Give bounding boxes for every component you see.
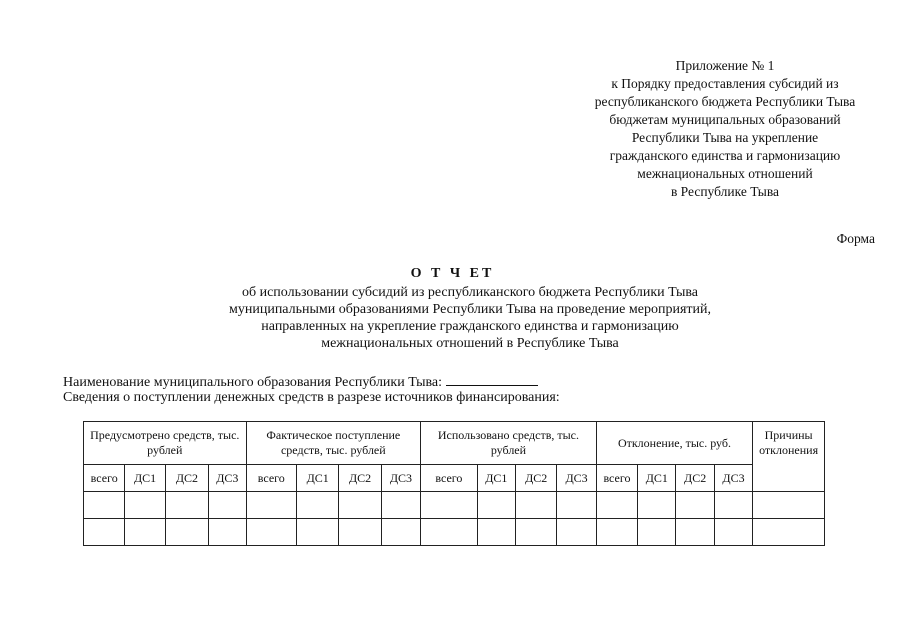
sub-header-ds3: ДС3 — [209, 465, 246, 492]
appendix-line: в Республике Тыва — [670, 184, 780, 199]
table-cell[interactable] — [339, 519, 381, 546]
table-cell[interactable] — [596, 519, 637, 546]
table-sub-header-row — [84, 465, 825, 492]
municipality-blank-line[interactable] — [446, 373, 538, 386]
table-row — [84, 519, 825, 546]
table-cell[interactable] — [165, 492, 208, 519]
table-cell[interactable] — [125, 519, 165, 546]
funds-info-label: Сведения о поступлении денежных средств в разрезе источников финансирования: — [63, 390, 560, 405]
subtitle-line: об использовании субсидий из республиканского бюджета Республики Тыва — [241, 285, 699, 300]
table-row — [84, 492, 825, 519]
report-title: О Т Ч ЕТ — [410, 266, 495, 281]
table-cell[interactable] — [246, 492, 296, 519]
table-cell[interactable] — [209, 492, 246, 519]
table-cell[interactable] — [477, 492, 515, 519]
appendix-line: гражданского единства и гармонизацию — [609, 148, 841, 163]
table-cell[interactable] — [557, 519, 596, 546]
table-cell[interactable] — [714, 492, 752, 519]
appendix-block — [565, 57, 885, 201]
table-cell[interactable] — [638, 519, 676, 546]
table-cell[interactable] — [125, 492, 165, 519]
sub-header-total: всего — [246, 465, 296, 492]
sub-header-ds1: ДС1 — [297, 465, 339, 492]
sub-header-total: всего — [596, 465, 637, 492]
header-actual-receipt: Фактическое поступление средств, тыс. рублей — [246, 422, 421, 465]
table-cell[interactable] — [516, 519, 557, 546]
table-cell[interactable] — [297, 519, 339, 546]
subtitle-line: направленных на укрепление гражданского единства и гармонизацию — [261, 319, 679, 334]
appendix-line: бюджетам муниципальных образований — [609, 112, 841, 127]
table-cell[interactable] — [84, 492, 125, 519]
table-cell[interactable] — [477, 519, 515, 546]
form-label: Форма — [836, 231, 875, 246]
sub-header-ds2: ДС2 — [676, 465, 714, 492]
sub-header-ds2: ДС2 — [165, 465, 208, 492]
header-used: Использовано средств, тыс. рублей — [421, 422, 597, 465]
subtitle-line: межнациональных отношений в Республике Тыва — [321, 336, 619, 351]
appendix-line: Республики Тыва на укрепление — [631, 130, 819, 145]
table-cell[interactable] — [714, 519, 752, 546]
table-cell[interactable] — [638, 492, 676, 519]
table-cell[interactable] — [421, 492, 478, 519]
table-cell[interactable] — [676, 492, 714, 519]
header-planned: Предусмотрено средств, тыс. рублей — [84, 422, 247, 465]
table-cell[interactable] — [381, 492, 420, 519]
table-cell[interactable] — [381, 519, 420, 546]
sub-header-ds3: ДС3 — [714, 465, 752, 492]
header-deviation: Отклонение, тыс. руб. — [596, 422, 752, 465]
table-cell[interactable] — [209, 519, 246, 546]
report-subtitle — [100, 284, 840, 352]
appendix-line: межнациональных отношений — [637, 166, 813, 181]
table-cell[interactable] — [421, 519, 478, 546]
sub-header-total: всего — [421, 465, 478, 492]
sub-header-ds1: ДС1 — [638, 465, 676, 492]
municipality-label: Наименование муниципального образования Республики Тыва: — [63, 375, 443, 390]
sub-header-ds3: ДС3 — [381, 465, 420, 492]
municipality-field — [63, 373, 538, 391]
table-cell[interactable] — [246, 519, 296, 546]
table-cell[interactable] — [297, 492, 339, 519]
header-deviation-reasons: Причины отклонения — [753, 422, 825, 492]
appendix-line: республиканского бюджета Республики Тыва — [594, 94, 856, 109]
table-cell[interactable] — [84, 519, 125, 546]
table-cell[interactable] — [676, 519, 714, 546]
subtitle-line: муниципальными образованиями Республики Тыва на проведение мероприятий, — [228, 302, 711, 317]
table-cell[interactable] — [557, 492, 596, 519]
table-cell[interactable] — [339, 492, 381, 519]
sub-header-ds1: ДС1 — [477, 465, 515, 492]
report-table — [83, 421, 825, 546]
sub-header-ds1: ДС1 — [125, 465, 165, 492]
table-cell[interactable] — [516, 492, 557, 519]
sub-header-total: всего — [84, 465, 125, 492]
table-group-header-row — [84, 422, 825, 465]
sub-header-ds2: ДС2 — [339, 465, 381, 492]
appendix-line: Приложение № 1 — [675, 58, 775, 73]
table-cell[interactable] — [165, 519, 208, 546]
table-cell[interactable] — [753, 492, 825, 519]
sub-header-ds2: ДС2 — [516, 465, 557, 492]
sub-header-ds3: ДС3 — [557, 465, 596, 492]
appendix-line: к Порядку предоставления субсидий из — [611, 76, 839, 91]
table-cell[interactable] — [596, 492, 637, 519]
table-cell[interactable] — [753, 519, 825, 546]
